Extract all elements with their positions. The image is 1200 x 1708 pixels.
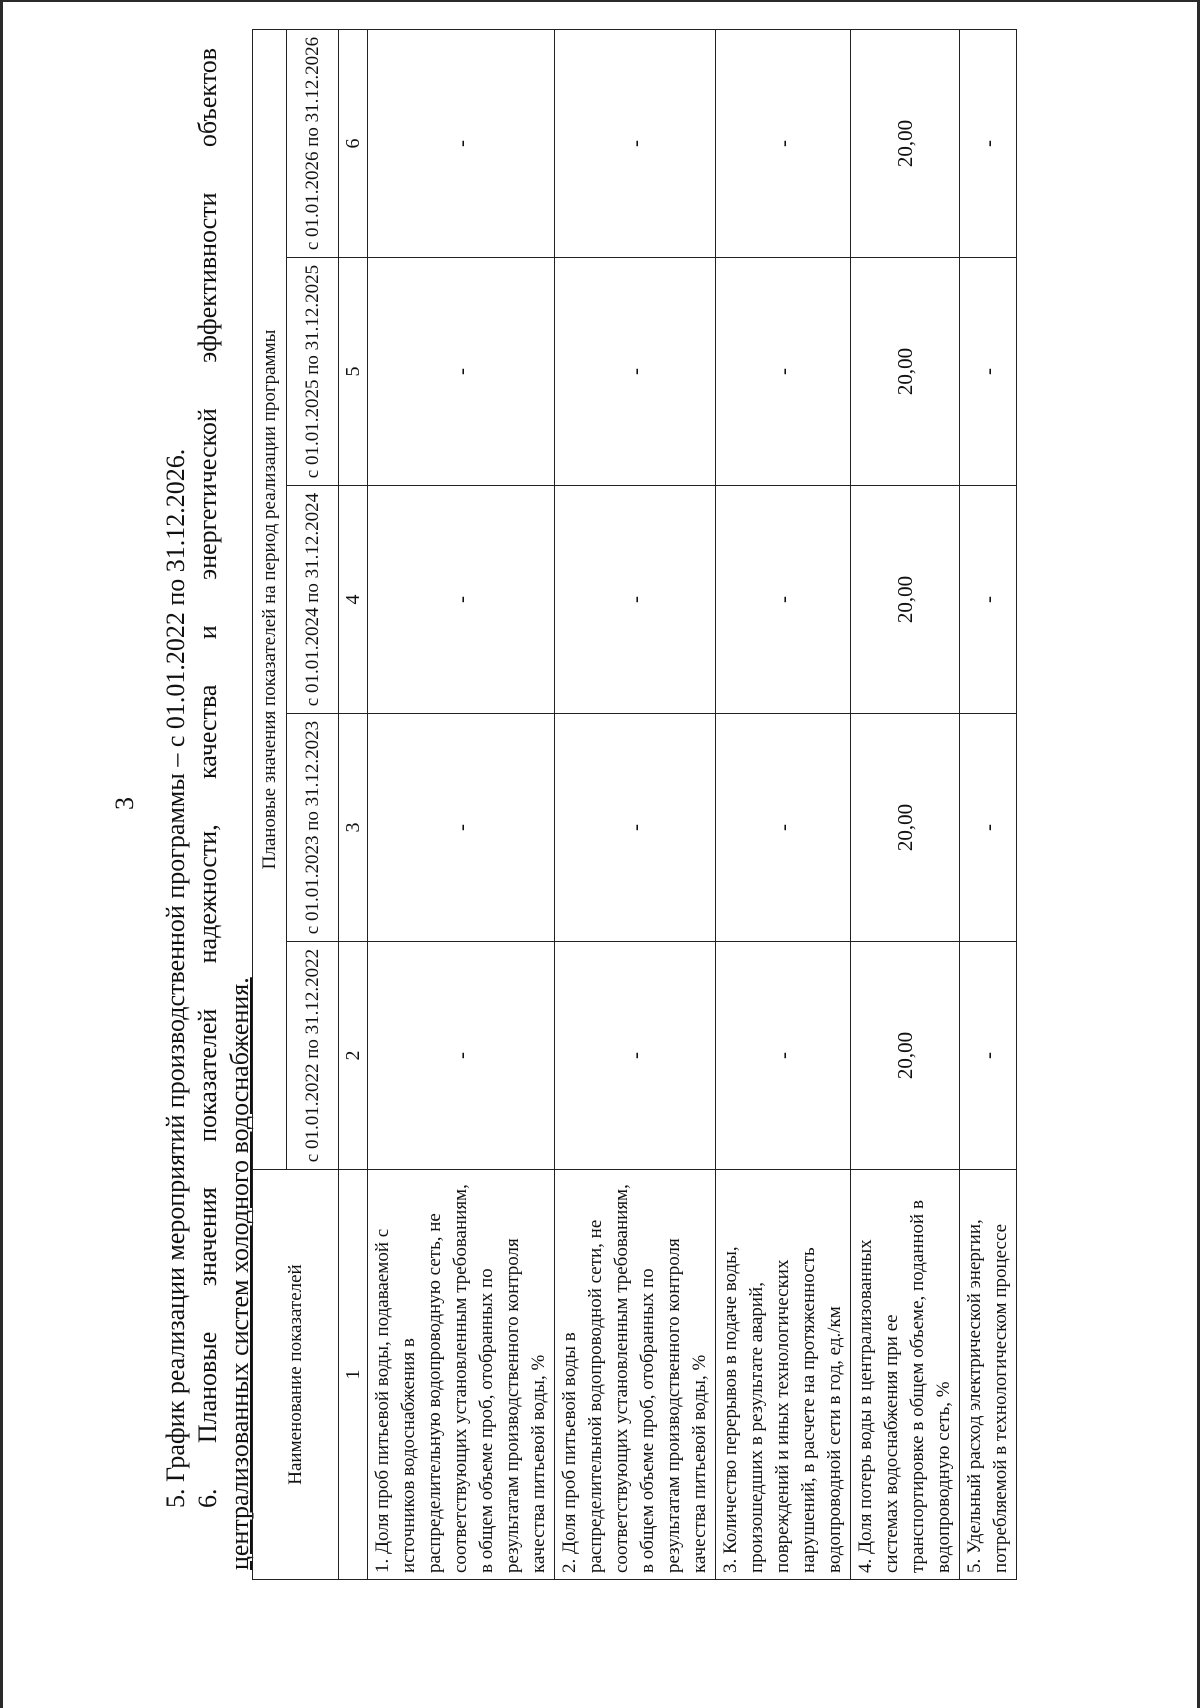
table-row bbox=[555, 29, 716, 1579]
indicator-value: - bbox=[555, 714, 716, 942]
column-number: 5 bbox=[339, 258, 368, 486]
indicator-value: - bbox=[960, 258, 1017, 486]
indicator-value: - bbox=[716, 258, 851, 486]
indicator-value: - bbox=[716, 486, 851, 714]
document-sheet bbox=[110, 10, 1190, 1600]
indicator-value: - bbox=[368, 714, 555, 942]
indicator-value: - bbox=[368, 486, 555, 714]
column-group-header: Плановые значения показателей на период реализации программы bbox=[253, 29, 287, 1169]
indicator-value: - bbox=[716, 942, 851, 1170]
indicator-value: 20,00 bbox=[851, 942, 960, 1170]
indicator-value: - bbox=[960, 714, 1017, 942]
column-header-indicator-name: Наименование показателей bbox=[253, 1170, 339, 1580]
indicator-value: - bbox=[960, 486, 1017, 714]
period-header-2023: с 01.01.2023 по 31.12.2023 bbox=[287, 714, 339, 942]
table-row bbox=[851, 29, 960, 1579]
table-row bbox=[960, 29, 1017, 1579]
indicator-value: 20,00 bbox=[851, 486, 960, 714]
table-row bbox=[368, 29, 555, 1579]
indicator-value: - bbox=[960, 29, 1017, 257]
period-header-2024: с 01.01.2024 по 31.12.2024 bbox=[287, 486, 339, 714]
column-number: 6 bbox=[339, 29, 368, 257]
indicator-value: - bbox=[960, 942, 1017, 1170]
column-number: 4 bbox=[339, 486, 368, 714]
indicator-value: 20,00 bbox=[851, 714, 960, 942]
table-row bbox=[716, 29, 851, 1579]
period-header-2025: с 01.01.2025 по 31.12.2025 bbox=[287, 258, 339, 486]
indicator-value: - bbox=[368, 942, 555, 1170]
column-number-row bbox=[339, 29, 368, 1579]
indicator-value: - bbox=[555, 486, 716, 714]
indicator-name: 2. Доля проб питьевой воды в распределительной водопроводной сети, не соответствующих установленным требованиям, в общем объеме проб, отобранных по результатам производственного контроля качества питьевой воды, % bbox=[555, 1170, 716, 1580]
indicator-name: 4. Доля потерь воды в централизованных системах водоснабжения при ее транспортировке в общем объеме, поданной в водопроводную сеть, % bbox=[851, 1170, 960, 1580]
section-5-heading: 5. График реализации мероприятий производственной программы – с 01.01.2022 по 31.12.2026. bbox=[161, 448, 190, 1508]
period-header-2026: с 01.01.2026 по 31.12.2026 bbox=[287, 29, 339, 257]
indicator-value: 20,00 bbox=[851, 29, 960, 257]
section-6-heading-continuation: централизованных систем холодного водоснабжения. bbox=[225, 977, 254, 1570]
indicator-value: - bbox=[555, 29, 716, 257]
indicator-name: 5. Удельный расход электрической энергии, потребляемой в технологическом процессе bbox=[960, 1170, 1017, 1580]
planned-indicators-table bbox=[252, 29, 1017, 1580]
indicator-name: 3. Количество перерывов в подаче воды, произошедших в результате аварий, повреждений и иных технологических нарушений, в расчете на протяженность водопроводной сети в год, ед./км bbox=[716, 1170, 851, 1580]
indicator-value: - bbox=[368, 258, 555, 486]
indicator-value: - bbox=[368, 29, 555, 257]
section-6-heading: 6. Плановые значения показателей надежности, качества и энергетической эффективности объектов bbox=[193, 48, 222, 1508]
column-number: 1 bbox=[339, 1170, 368, 1580]
indicator-value: - bbox=[555, 942, 716, 1170]
indicator-value: - bbox=[716, 714, 851, 942]
indicator-value: - bbox=[716, 29, 851, 257]
column-number: 2 bbox=[339, 942, 368, 1170]
period-header-2022: с 01.01.2022 по 31.12.2022 bbox=[287, 942, 339, 1170]
indicator-value: 20,00 bbox=[851, 258, 960, 486]
column-number: 3 bbox=[339, 714, 368, 942]
indicator-name: 1. Доля проб питьевой воды, подаваемой с источников водоснабжения в распределительную водопроводную сеть, не соответствующих установленным требованиям, в общем объеме проб, отобранных по результатам производственного контроля качества питьевой воды, % bbox=[368, 1170, 555, 1580]
indicator-value: - bbox=[555, 258, 716, 486]
page-number: 3 bbox=[110, 797, 139, 810]
